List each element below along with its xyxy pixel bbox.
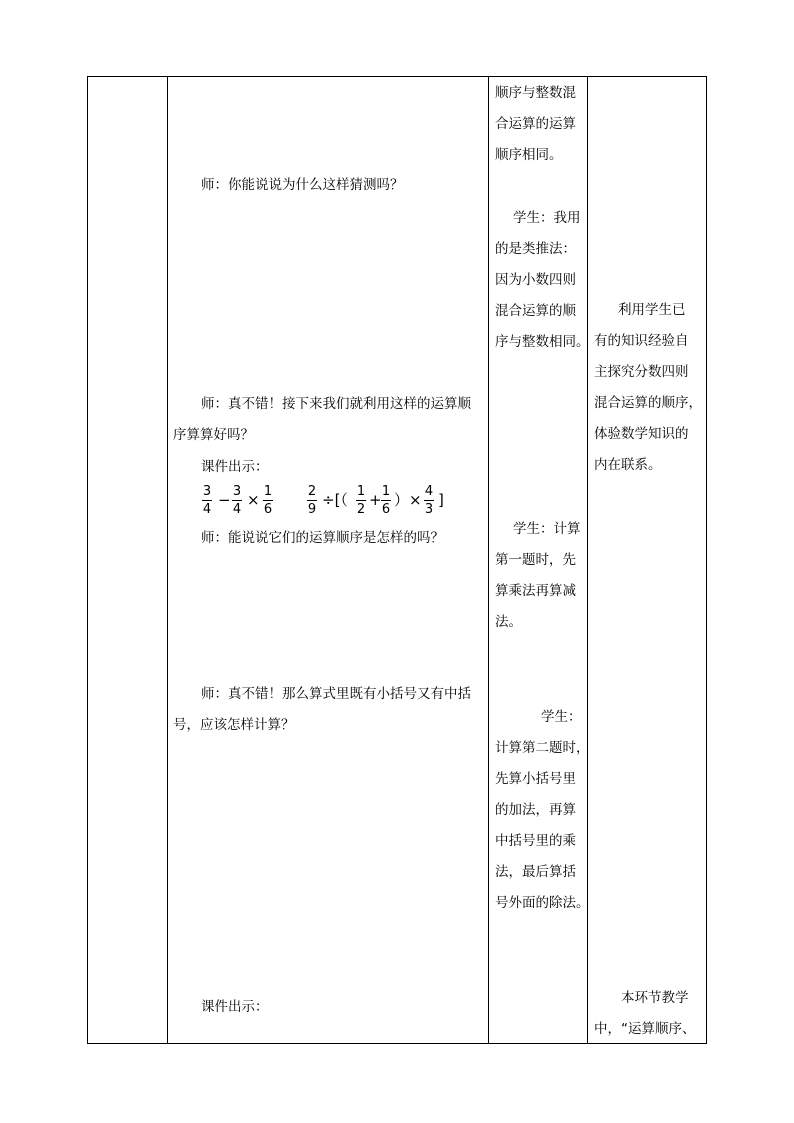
col3-top-line-1: 顺序与整数混 bbox=[495, 85, 576, 101]
courseware-label-1: 课件出示： bbox=[201, 459, 269, 475]
student-answer-1-line1: 学生：我用 bbox=[513, 210, 581, 226]
col3-top-line-2: 合运算的运算 bbox=[495, 116, 576, 132]
expr1-frac-a: 3 4 bbox=[202, 484, 212, 517]
intent-bottom-line-2: 中，“运算顺序、 bbox=[594, 1021, 696, 1037]
student-answer-1-line3: 因为小数四则 bbox=[495, 272, 576, 288]
lesson-table bbox=[87, 76, 707, 1044]
expr1-frac-c: 1 6 bbox=[263, 484, 273, 517]
intent-line-6: 内在联系。 bbox=[594, 457, 662, 473]
expr2-plus: + bbox=[369, 491, 382, 509]
expr2-frac-c: 1 6 bbox=[381, 484, 391, 517]
intent-line-3: 主探究分数四则 bbox=[594, 364, 689, 380]
expr1-times: × bbox=[247, 491, 260, 509]
student-answer-3-line1: 学生： bbox=[541, 709, 582, 725]
intent-bottom-line-1: 本环节教学 bbox=[621, 990, 689, 1006]
expr2-close-times: ）× bbox=[394, 491, 422, 509]
intent-line-2: 有的知识经验自 bbox=[594, 333, 689, 349]
student-answer-1-line2: 的是类推法： bbox=[495, 241, 576, 257]
student-answer-2-line2: 第一题时，先 bbox=[495, 552, 576, 568]
intent-line-5: 体验数学知识的 bbox=[594, 426, 689, 442]
expr2-frac-a: 2 9 bbox=[307, 484, 317, 517]
expr2-frac-d: 4 3 bbox=[424, 484, 434, 517]
teacher-praise-1-line2: 序算算好吗？ bbox=[173, 427, 254, 443]
teacher-praise-2-line2: 号，应该怎样计算？ bbox=[173, 717, 295, 733]
teacher-praise-2-line1: 师：真不错！那么算式里既有小括号又有中括 bbox=[201, 686, 471, 702]
expr2-divide-open: ÷[（ bbox=[322, 491, 348, 509]
courseware-label-2: 课件出示： bbox=[201, 999, 269, 1015]
student-answer-2-line3: 算乘法再算减 bbox=[495, 583, 576, 599]
intent-line-4: 混合运算的顺序， bbox=[594, 395, 702, 411]
teacher-praise-1-line1: 师：真不错！接下来我们就利用这样的运算顺 bbox=[201, 396, 471, 412]
student-answer-3-line4: 的加法，再算 bbox=[495, 802, 576, 818]
column-divider-2 bbox=[488, 76, 489, 1043]
student-answer-3-line2: 计算第二题时， bbox=[495, 740, 590, 756]
expr2-frac-b: 1 2 bbox=[356, 484, 366, 517]
expr1-frac-b: 3 4 bbox=[232, 484, 242, 517]
student-answer-2-line4: 法。 bbox=[495, 614, 522, 630]
student-answer-1-line4: 混合运算的顺 bbox=[495, 303, 576, 319]
teacher-question-1: 师：你能说说为什么这样猜测吗？ bbox=[201, 177, 404, 193]
student-answer-1-line5: 序与整数相同。 bbox=[495, 334, 590, 350]
column-divider-1 bbox=[167, 76, 168, 1043]
student-answer-3-line5: 中括号里的乘 bbox=[495, 833, 576, 849]
student-answer-2-line1: 学生：计算 bbox=[513, 521, 581, 537]
expr2-close-bracket: ] bbox=[438, 491, 444, 509]
student-answer-3-line7: 号外面的除法。 bbox=[495, 895, 590, 911]
teacher-question-2: 师：能说说它们的运算顺序是怎样的吗？ bbox=[201, 530, 444, 546]
intent-line-1: 利用学生已 bbox=[618, 302, 686, 318]
student-answer-3-line6: 法，最后算括 bbox=[495, 864, 576, 880]
student-answer-3-line3: 先算小括号里 bbox=[495, 771, 576, 787]
col3-top-line-3: 顺序相同。 bbox=[495, 147, 563, 163]
expr1-minus: − bbox=[218, 491, 231, 509]
